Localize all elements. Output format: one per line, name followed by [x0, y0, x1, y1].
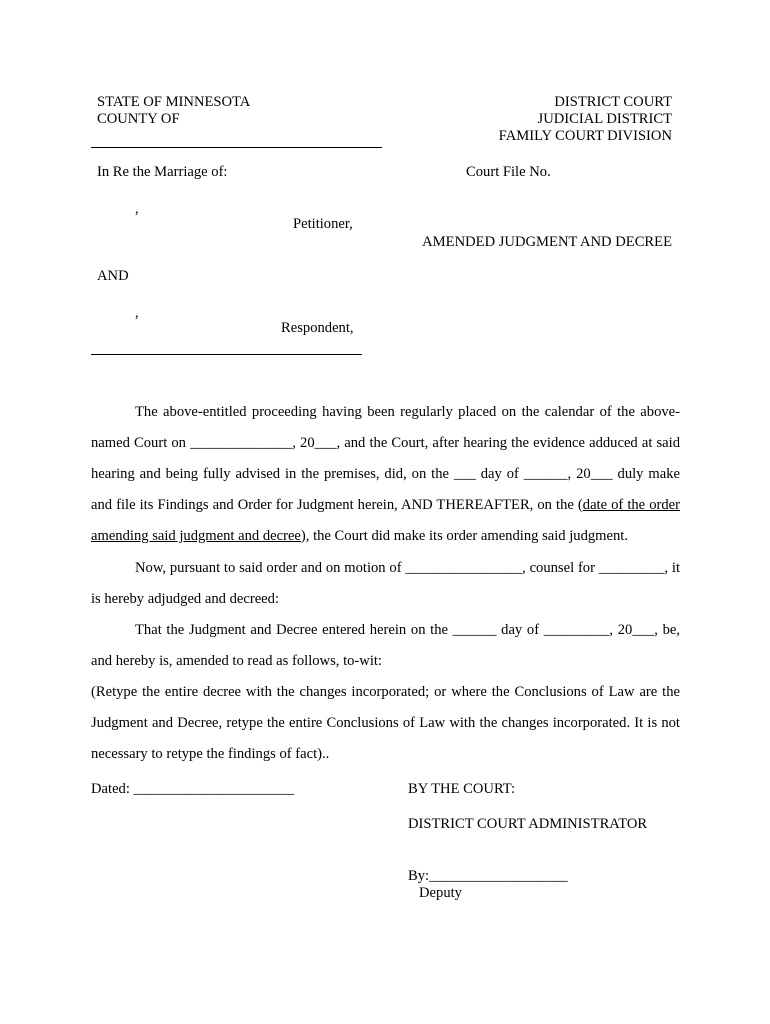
- paragraph-proceeding-end: ), the Court did make its order amending said judgment.: [300, 528, 628, 544]
- paragraph-amendment-text: That the Judgment and Decree entered herein on the ______ day of _________, 20___, be, and hereby is, amended to read as follows, to-wit:: [91, 622, 680, 669]
- signature-by-line: By:___________________: [408, 868, 568, 884]
- in-re-marriage-label: In Re the Marriage of:: [97, 164, 228, 180]
- document-title: AMENDED JUDGMENT AND DECREE: [422, 234, 672, 250]
- paragraph-proceeding-text: The above-entitled proceeding having been regularly placed on the calendar of the above-named Court on ______________, 20___, and the Court, after hearing the evidence adduced at said hearing and being fully advised in the premises, did, on the ___ day of ______, 20___ duly make and file its Findings and Order for Judgment herein, AND THEREAFTER, on the (: [91, 404, 680, 513]
- judicial-district-label: JUDICIAL DISTRICT: [537, 111, 672, 127]
- deputy-label: Deputy: [419, 885, 462, 901]
- petitioner-name-comma: ,: [135, 201, 139, 217]
- caption-rule: [91, 354, 362, 355]
- and-label: AND: [97, 268, 129, 284]
- petitioner-label: Petitioner,: [293, 216, 353, 232]
- state-label: STATE OF MINNESOTA: [97, 94, 251, 110]
- court-file-label: Court File No.: [466, 164, 551, 180]
- paragraph-motion: [91, 553, 680, 615]
- paragraph-instructions-text: (Retype the entire decree with the changes incorporated; or where the Conclusions of Law are the Judgment and Decree, retype the entire Conclusions of Law with the changes incorporated. It is not necessary to retype the findings of fact)..: [91, 684, 680, 762]
- paragraph-amendment: [91, 615, 680, 677]
- county-label: COUNTY OF: [97, 111, 180, 127]
- dated-line: Dated: ______________________: [91, 781, 295, 797]
- paragraph-instructions: [91, 677, 680, 770]
- paragraph-proceeding: [91, 397, 680, 552]
- court-administrator-label: DISTRICT COURT ADMINISTRATOR: [408, 816, 648, 832]
- family-court-division-label: FAMILY COURT DIVISION: [498, 128, 672, 144]
- respondent-label: Respondent,: [281, 320, 354, 336]
- district-court-label: DISTRICT COURT: [554, 94, 672, 110]
- order-date-placeholder: date of the order amending said judgment and decree: [91, 497, 681, 544]
- paragraph-motion-text: Now, pursuant to said order and on motion of ________________, counsel for _________, it is hereby adjudged and decreed:: [91, 560, 680, 607]
- by-the-court-label: BY THE COURT:: [408, 781, 516, 797]
- county-rule: [91, 147, 382, 148]
- respondent-name-comma: ,: [135, 305, 139, 321]
